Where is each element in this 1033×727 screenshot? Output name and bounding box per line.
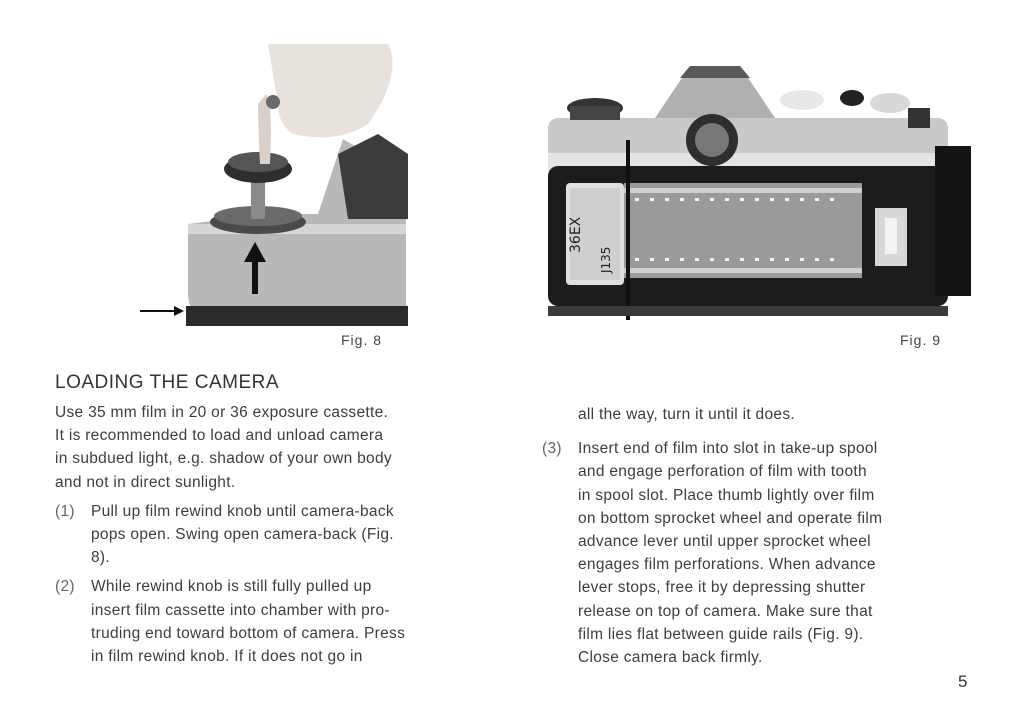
step-number: (1) — [55, 502, 75, 520]
step-2-continuation — [542, 403, 972, 426]
step-line: pops open. Swing open camera-back (Fig. — [91, 526, 394, 544]
step-line: in film rewind knob. If it does not go in — [91, 648, 363, 666]
step-line: Insert end of film into slot in take-up spool — [578, 440, 878, 458]
step-line: in spool slot. Place thumb lightly over film — [578, 486, 875, 504]
step-line: advance lever until upper sprocket wheel — [578, 533, 871, 551]
right-column — [542, 403, 972, 669]
cassette-label-j135: J135 — [599, 246, 613, 273]
intro-line: in subdued light, e.g. shadow of your own body — [55, 450, 392, 468]
figure-8-photo — [118, 44, 410, 330]
step-number: (2) — [55, 578, 75, 596]
step-line: While rewind knob is still fully pulled up — [91, 578, 372, 596]
step-line: 8). — [91, 549, 110, 567]
step-line: lever stops, free it by depressing shutter — [578, 579, 866, 597]
step-1 — [55, 500, 483, 570]
step-number: (3) — [542, 440, 562, 458]
figure-8-caption: Fig. 8 — [341, 332, 383, 348]
step-line: release on top of camera. Make sure that — [578, 602, 873, 620]
step-line: on bottom sprocket wheel and operate film — [578, 509, 883, 527]
step-line: engages film perforations. When advance — [578, 556, 876, 574]
intro-line: It is recommended to load and unload camera — [55, 427, 384, 445]
step-line: Pull up film rewind knob until camera-back — [91, 502, 394, 520]
page-number: 5 — [958, 672, 968, 691]
left-column — [55, 401, 483, 668]
figure-9-photo — [540, 48, 972, 328]
section-heading: LOADING THE CAMERA — [55, 372, 280, 393]
intro-paragraph — [55, 401, 483, 494]
intro-line: and not in direct sunlight. — [55, 473, 236, 491]
step-line: truding end toward bottom of camera. Press — [91, 624, 406, 642]
step-3 — [542, 437, 972, 669]
step-2 — [55, 575, 483, 668]
step-line: and engage perforation of film with tooth — [578, 463, 867, 481]
cassette-label-36ex: 36EX — [568, 216, 584, 253]
figure-9-caption: Fig. 9 — [900, 332, 942, 348]
step-line: insert film cassette into chamber with pro- — [91, 601, 390, 619]
intro-line: Use 35 mm film in 20 or 36 exposure cassette. — [55, 404, 389, 421]
step-line: film lies flat between guide rails (Fig. 9). — [578, 625, 864, 643]
step-line: all the way, turn it until it does. — [578, 406, 795, 423]
step-line: Close camera back firmly. — [578, 649, 763, 667]
